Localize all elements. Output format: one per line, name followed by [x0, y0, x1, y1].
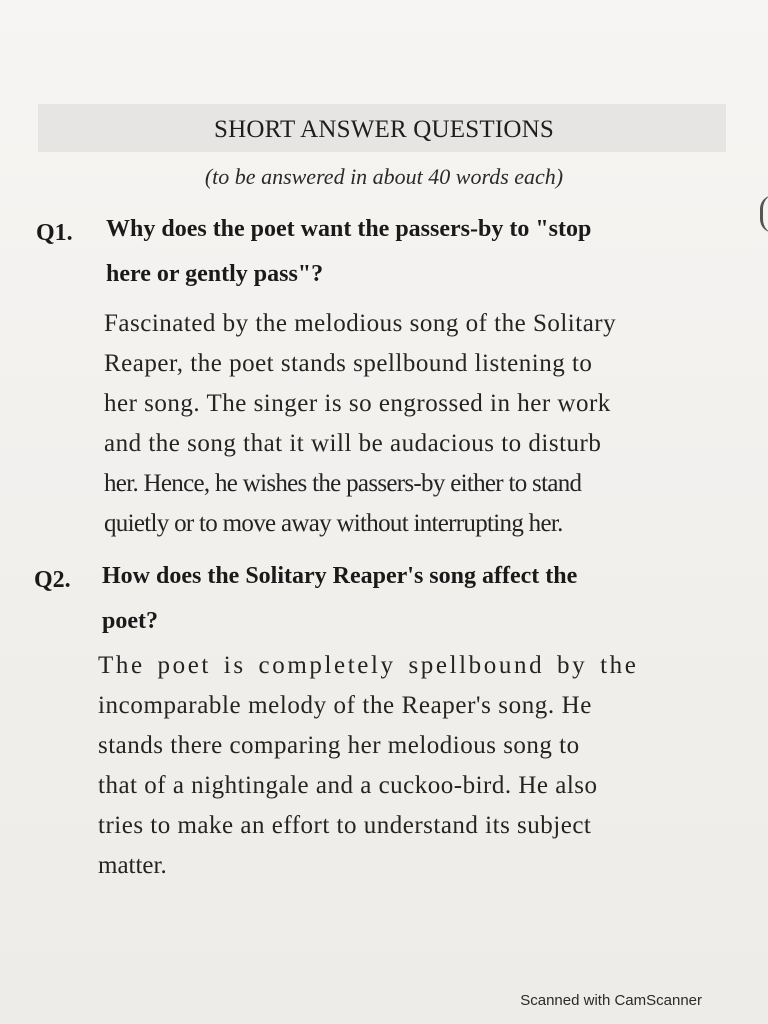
- answer-2: [98, 646, 638, 886]
- answer-1: [104, 304, 616, 544]
- answer-2-line: tries to make an effort to understand its subject: [98, 812, 592, 839]
- answer-1-line: her. Hence, he wishes the passers-by either to stand: [104, 470, 582, 497]
- answer-1-line: Fascinated by the melodious song of the Solitary: [104, 310, 617, 337]
- answer-1-line: her song. The singer is so engrossed in her work: [104, 390, 611, 417]
- answer-2-line: that of a nightingale and a cuckoo-bird. He also: [98, 772, 598, 799]
- question-2-line: poet?: [102, 608, 158, 634]
- answer-2-line: stands there comparing her melodious song to: [98, 732, 580, 759]
- question-2-line: How does the Solitary Reaper's song affect the: [102, 563, 578, 589]
- section-title: SHORT ANSWER QUESTIONS: [214, 116, 554, 143]
- question-1-line: here or gently pass"?: [106, 261, 324, 287]
- answer-2-line: matter.: [98, 852, 167, 879]
- answer-1-line: and the song that it will be audacious to disturb: [104, 430, 602, 457]
- answer-1-line: Reaper, the poet stands spellbound listening to: [104, 350, 593, 377]
- question-2-text: [102, 554, 577, 644]
- answer-2-line: The poet is completely spellbound by the: [98, 652, 639, 679]
- question-1-label: Q1.: [36, 220, 73, 246]
- scanner-watermark: Scanned with CamScanner: [520, 992, 702, 1009]
- section-subtitle: (to be answered in about 40 words each): [204, 164, 564, 189]
- page-edge-mark: [760, 195, 768, 233]
- answer-2-line: incomparable melody of the Reaper's song. He: [98, 692, 592, 719]
- question-1-line: Why does the poet want the passers-by to "stop: [106, 216, 592, 242]
- question-1-text: [106, 207, 591, 297]
- question-2-label: Q2.: [34, 567, 71, 593]
- answer-1-line: quietly or to move away without interrupting her.: [104, 510, 563, 537]
